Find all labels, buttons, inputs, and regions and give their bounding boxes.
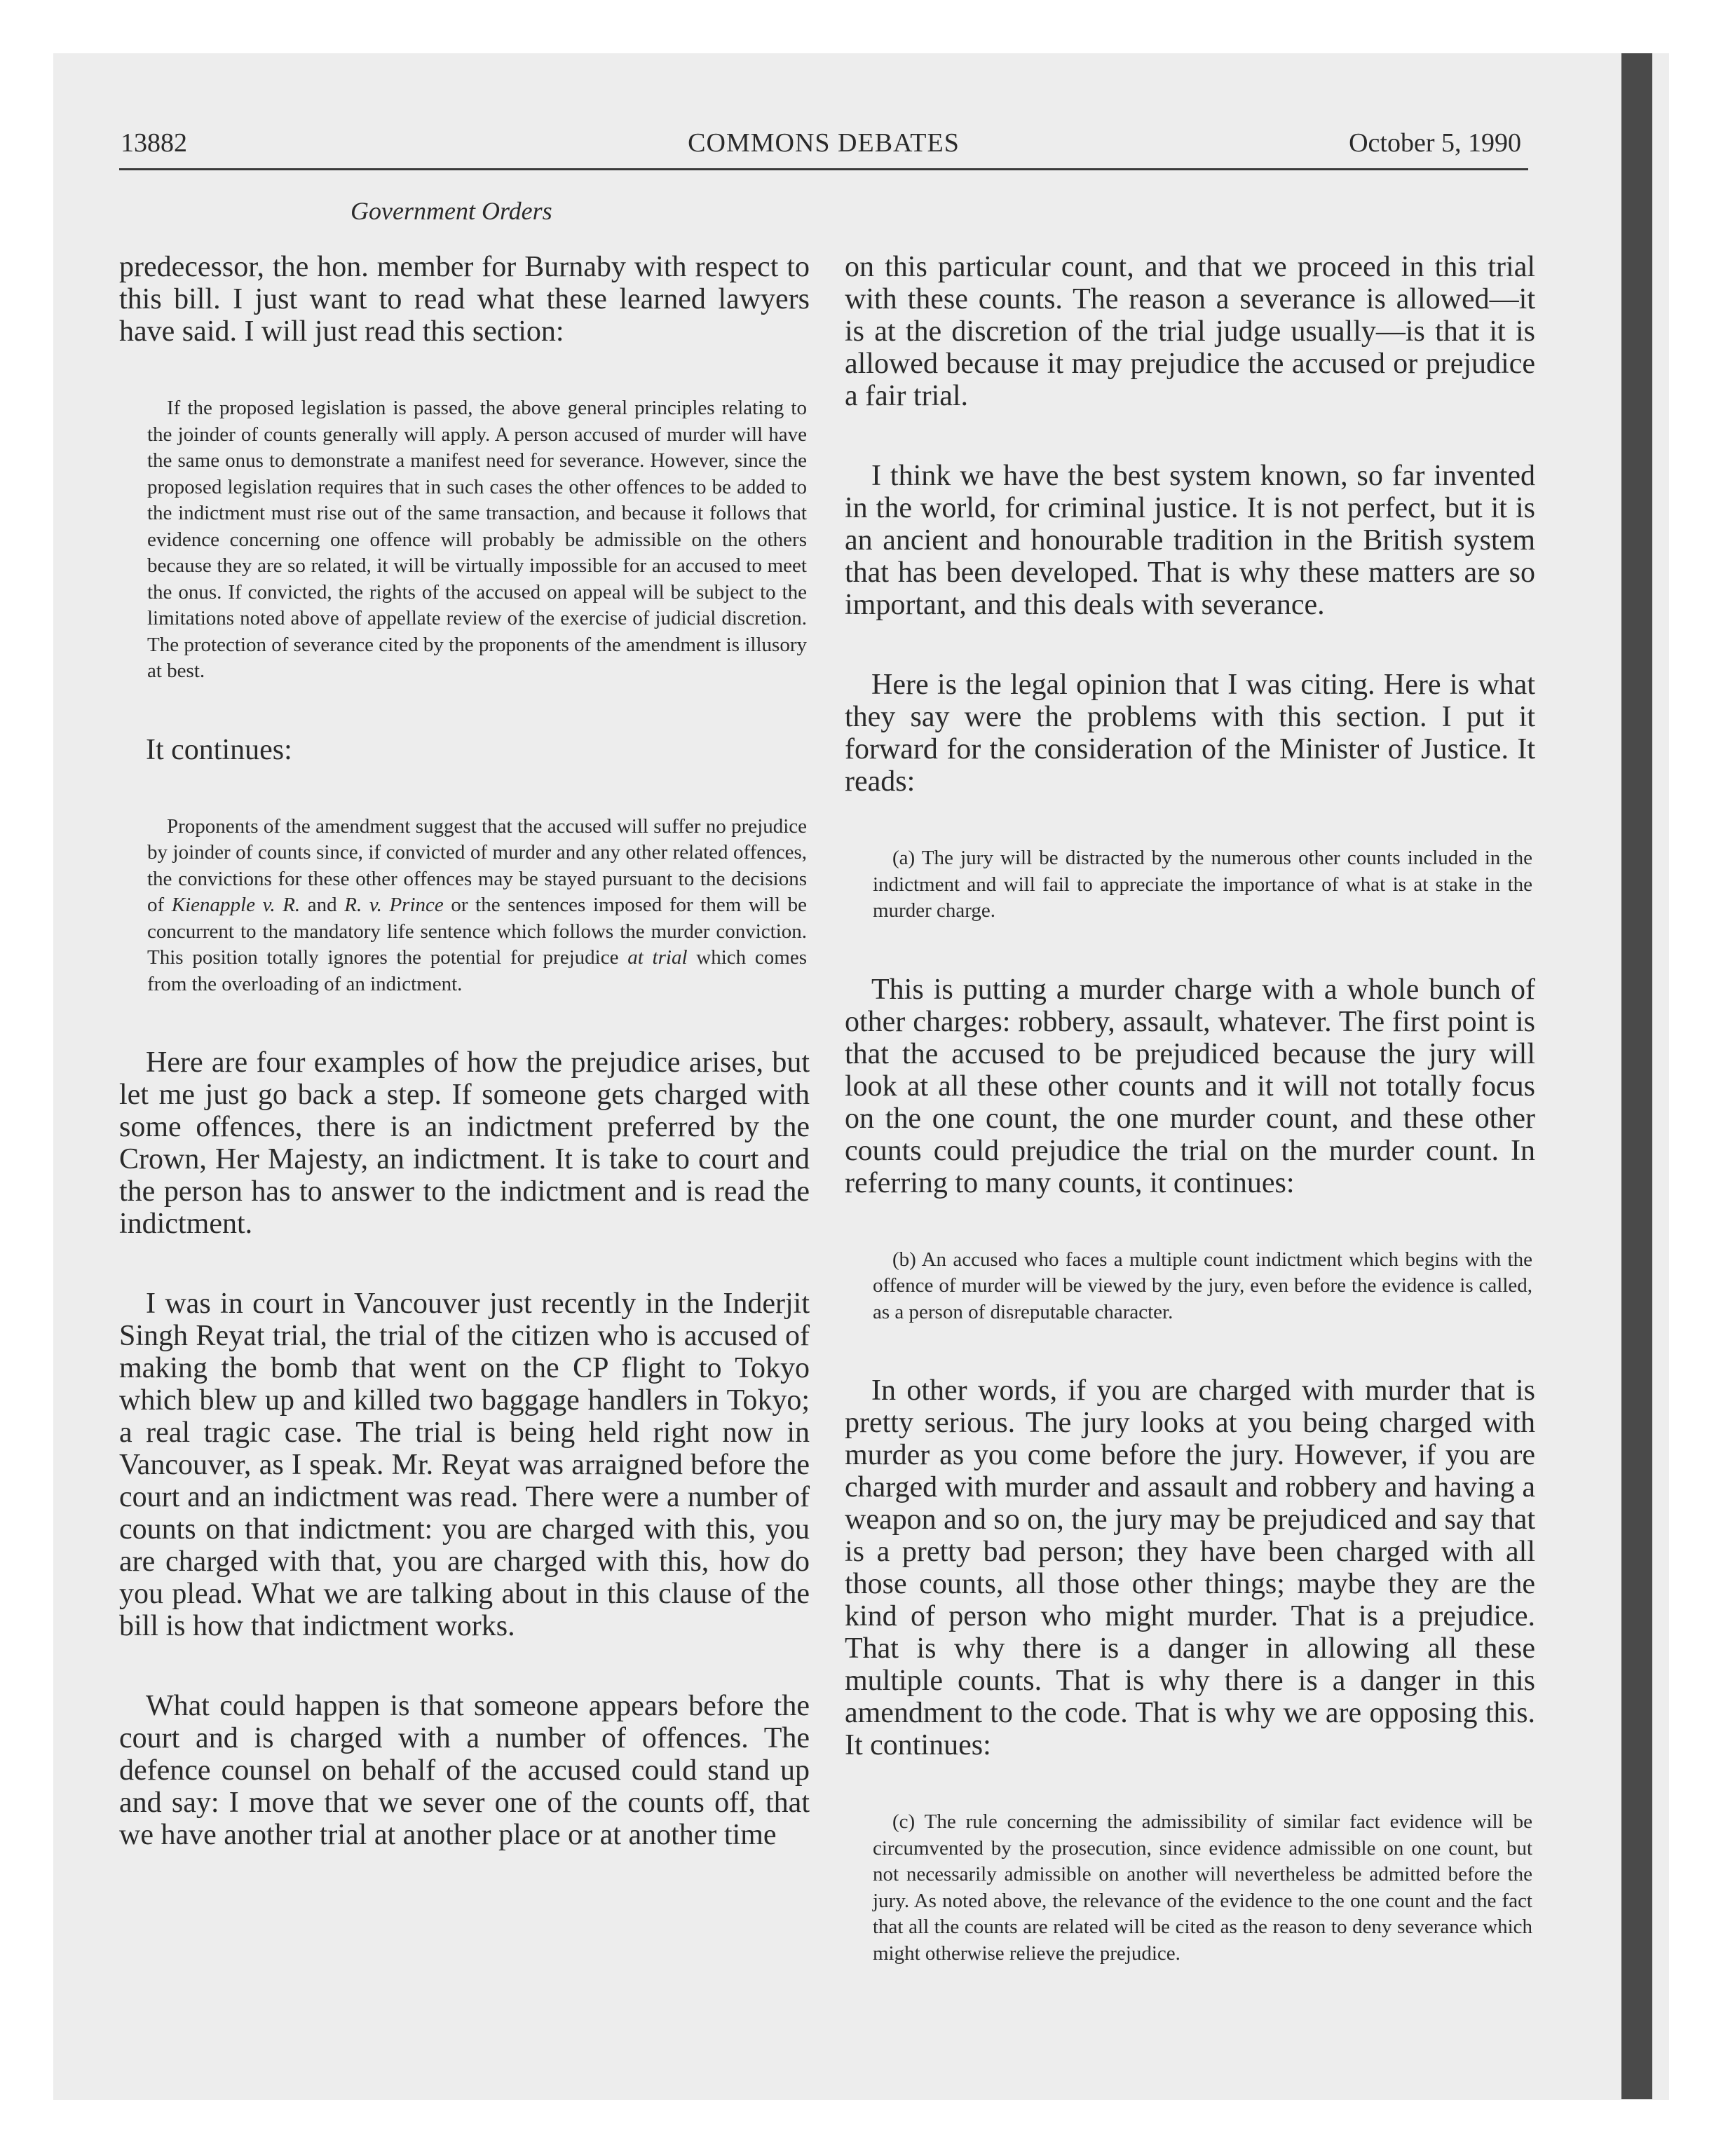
page-number: 13882: [121, 128, 187, 158]
quote-text: or the sentences imposed for them will be concurrent to the mandatory life sentence which follows the murder conviction. This position totally ignores the potential for prejudice: [147, 894, 808, 969]
quote-text: which comes from the overloading of an indictment.: [147, 946, 807, 995]
block-quote: (b) An accused who faces a multiple count indictment which begins with the offence of murder will be viewed by the jury, even before the evidence is called, as a person of disreputable character.: [873, 1248, 1532, 1323]
emphasis: at trial: [627, 946, 688, 969]
case-citation: Kienapple v. R.: [171, 894, 301, 916]
case-citation: R. v. Prince: [344, 894, 444, 916]
quote-text: and: [300, 894, 345, 916]
page-edge-shadow: [1621, 53, 1652, 2099]
paragraph: Here are four examples of how the prejudice arises, but let me just go back a step. If someone gets charged with some offences, there is an indictment preferred by the Crown, Her Majesty, an indictment. It is take to court and the person has to answer to the indictment and is read the indictment.: [119, 1046, 810, 1240]
paragraph: on this particular count, and that we proceed in this trial with these counts. The reason a severance is allowed—it is at the discretion of the trial judge usually—is that it is allowed because it may prejudice the accused or prejudice a fair trial.: [845, 251, 1535, 412]
paragraph: I was in court in Vancouver just recently in the Inderjit Singh Reyat trial, the trial of the citizen who is accused of making the bomb that went on the CP flight to Tokyo which blew up and killed two baggage handlers in Tokyo; a real tragic case. The trial is being held right now in Vancouver, as I speak. Mr. Reyat was arraigned before the court and an indictment was read. There were a number of counts on that indictment: you are charged with this, you are charged with that, you are charged with this, how do you plead. What we are talking about in this clause of the bill is how that indictment works.: [119, 1288, 810, 1642]
block-quote: [119, 814, 810, 998]
paragraph: It continues:: [146, 733, 292, 766]
publication-date: October 5, 1990: [1349, 128, 1521, 158]
block-quote: (a) The jury will be distracted by the numerous other counts included in the indictment and will fail to appreciate the importance of what is at stake in the murder charge.: [873, 847, 1532, 922]
paragraph: This is putting a murder charge with a whole bunch of other charges: robbery, assault, whatever. The first point is that the accused to be prejudiced because the jury will look at all these other counts and it will not totally focus on the one count, the one murder count, and these other counts could prejudice the trial on the murder count. In referring to many counts, it continues:: [845, 973, 1535, 1199]
right-column: [845, 251, 1535, 2016]
paragraph: What could happen is that someone appears before the court and is charged with a number of offences. The defence counsel on behalf of the accused could stand up and say: I move that we sever one of the counts off, that we have another trial at another place or at another time: [119, 1690, 810, 1851]
quote-text: Proponents of the amendment suggest that the accused will suffer no prejudice by joinder of counts since, if convicted of murder and any other related offences, the convictions for these other offences may be stayed pursuant to the decisions of: [147, 814, 807, 916]
section-heading: Government Orders: [351, 197, 552, 225]
left-column: [119, 251, 810, 1899]
running-header: [119, 119, 1528, 170]
block-quote: (c) The rule concerning the admissibility of similar fact evidence will be circumvented by the prosecution, since evidence admissible on one count, but not necessarily admissible on another will nevertheless be admitted before the jury. As noted above, the relevance of the evidence to the one count and the fact that all the counts are related will be cited as the reason to deny severance which might otherwise relieve the prejudice.: [873, 1810, 1532, 1965]
paragraph: predecessor, the hon. member for Burnaby with respect to this bill. I just want to read what these learned lawyers have said. I will just read this section:: [119, 251, 810, 348]
paragraph: In other words, if you are charged with murder that is pretty serious. The jury looks at you being charged with murder as you come before the jury. However, if you are charged with murder and assault and robbery and having a weapon and so on, the jury may be prejudiced and say that is a pretty bad person; they have been charged with all those counts, all those other things; maybe they are the kind of person who might murder. That is a prejudice. That is why there is a danger in allowing all these multiple counts. That is why there is a danger in this amendment to the code. That is why we are opposing this. It continues:: [845, 1374, 1535, 1761]
block-quote: If the proposed legislation is passed, the above general principles relating to the joinder of counts generally will apply. A person accused of murder will have the same onus to demonstrate a manifest need for severance. However, since the proposed legislation requires that in such cases the other offences to be added to the indictment must rise out of the same transaction, and because it follows that evidence concerning one offence will probably be admissible on the others because they are so related, it will be virtually impossible for an accused to meet the onus. If convicted, the rights of the accused on appeal will be subject to the limitations noted above of appellate review of the exercise of judicial discretion. The protection of severance cited by the proponents of the amendment is illusory at best.: [147, 397, 807, 682]
paragraph: Here is the legal opinion that I was citing. Here is what they say were the problems with this section. I put it forward for the consideration of the Minister of Justice. It reads:: [845, 669, 1535, 798]
document-page: [119, 119, 1535, 1965]
paragraph: I think we have the best system known, so far invented in the world, for criminal justice. It is not perfect, but it is an ancient and honourable tradition in the British system that has been developed. That is why these matters are so important, and this deals with severance.: [845, 460, 1535, 621]
publication-title: COMMONS DEBATES: [688, 128, 960, 158]
